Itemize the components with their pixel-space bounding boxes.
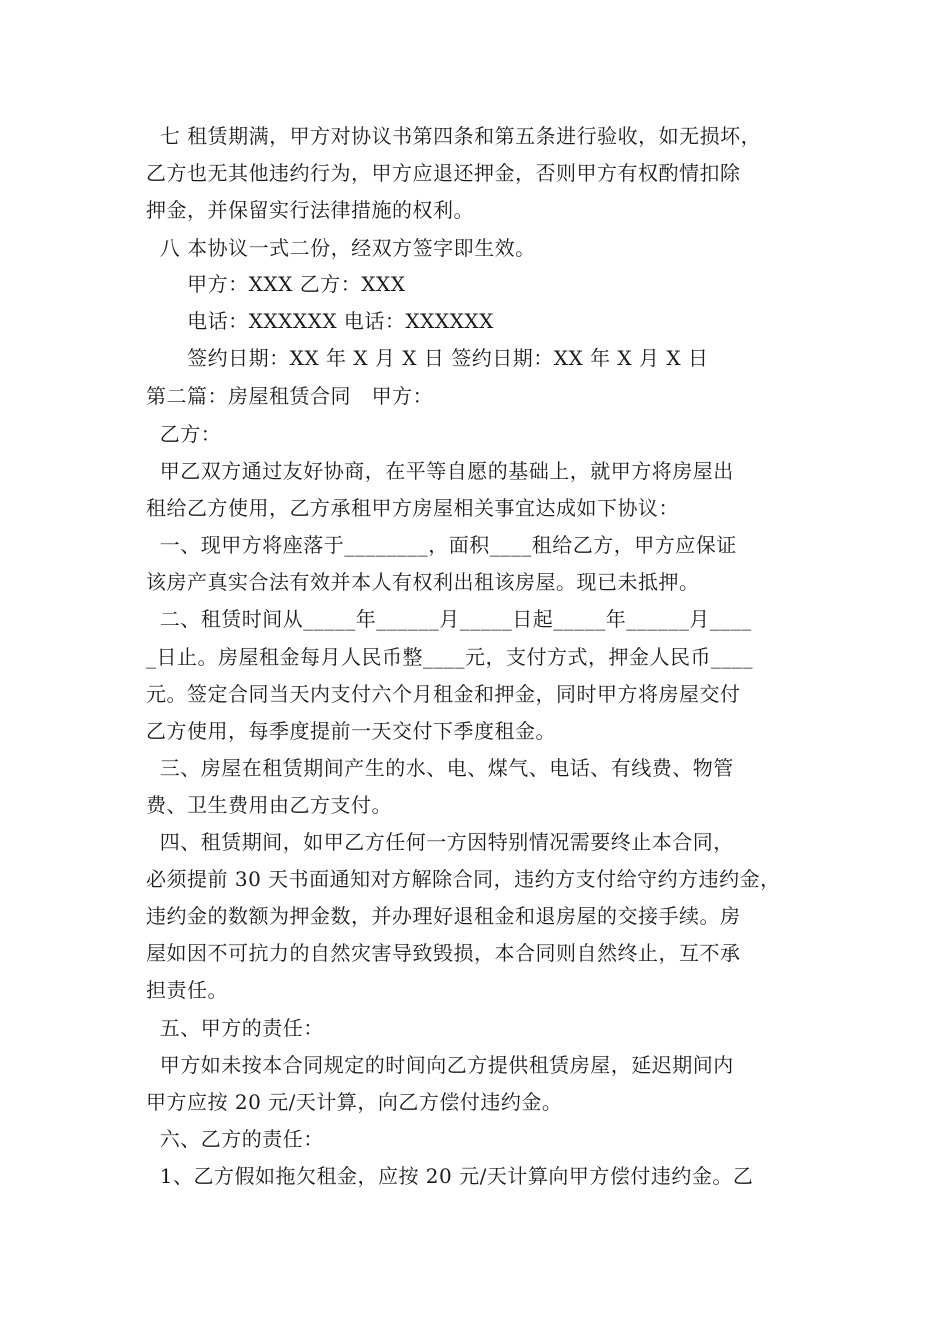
text-line: 二、租赁时间从_____年______月_____日起_____年______月____ (146, 607, 752, 631)
text-line: 甲乙双方通过友好协商，在平等自愿的基础上，就甲方将房屋出 (146, 459, 734, 483)
text-line: 甲方：XXX 乙方：XXX (146, 272, 406, 296)
text-line: 六、乙方的责任： (146, 1127, 324, 1151)
text-line: 三、房屋在租赁期间产生的水、电、煤气、电话、有线费、物管 (146, 756, 734, 780)
text-line: 七 租赁期满，甲方对协议书第四条和第五条进行验收，如无损坏， (146, 124, 762, 148)
text-line: 担责任。 (146, 978, 228, 1002)
text-line: 押金，并保留实行法律措施的权利。 (146, 198, 474, 222)
text-line: 必须提前 30 天书面通知对方解除合同，违约方支付给守约方违约金， (146, 867, 781, 891)
text-line: 乙方： (146, 422, 222, 446)
text-line: 八 本协议一式二份，经双方签字即生效。 (146, 236, 536, 260)
text-line: 五、甲方的责任： (146, 1016, 324, 1040)
text-line: 电话：XXXXXX 电话：XXXXXX (146, 309, 494, 333)
text-line: 甲方如未按本合同规定的时间向乙方提供租赁房屋，延迟期间内 (146, 1053, 734, 1077)
text-line: 一、现甲方将座落于________，面积____租给乙方，甲方应保证 (146, 533, 737, 557)
text-line: 乙方也无其他违约行为，甲方应退还押金，否则甲方有权酌情扣除 (146, 161, 741, 185)
text-line: 乙方使用，每季度提前一天交付下季度租金。 (146, 719, 556, 743)
text-line: 甲方应按 20 元/天计算，向乙方偿付违约金。 (146, 1090, 563, 1114)
section-title: 第二篇：房屋租赁合同 甲方： (146, 384, 434, 408)
text-line: 签约日期：XX 年 X 月 X 日 签约日期：XX 年 X 月 X 日 (146, 346, 709, 370)
text-line: _日止。房屋租金每月人民币整____元，支付方式，押金人民币____ (146, 645, 753, 669)
text-line: 元。签定合同当天内支付六个月租金和押金，同时甲方将房屋交付 (146, 682, 741, 706)
text-line: 租给乙方使用，乙方承租甲方房屋相关事宜达成如下协议： (146, 496, 679, 520)
text-line: 该房产真实合法有效并本人有权利出租该房屋。现已未抵押。 (146, 570, 700, 594)
text-line: 违约金的数额为押金数，并办理好退租金和退房屋的交接手续。房 (146, 904, 741, 928)
text-line: 屋如因不可抗力的自然灾害导致毁损，本合同则自然终止，互不承 (146, 941, 741, 965)
text-line: 四、租赁期间，如甲乙方任何一方因特别情况需要终止本合同， (146, 830, 734, 854)
text-line: 1、乙方假如拖欠租金，应按 20 元/天计算向甲方偿付违约金。乙 (146, 1164, 754, 1188)
text-line: 费、卫生费用由乙方支付。 (146, 793, 392, 817)
